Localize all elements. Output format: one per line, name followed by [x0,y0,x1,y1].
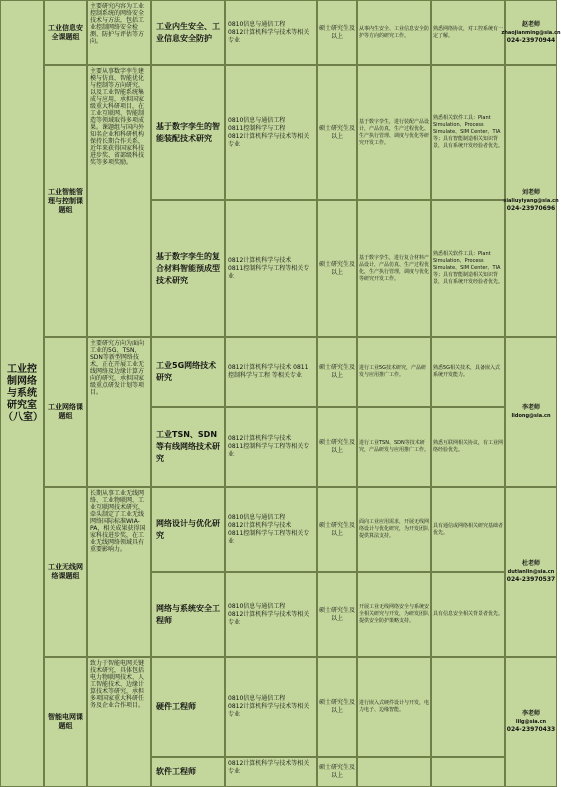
direction-degree-4-1: 硕士研究生及以上 [317,757,357,787]
direction-req-4-0 [431,657,505,757]
direction-req-4-1 [431,757,505,787]
direction-title-1-1: 基于数字孪生的复合材料智能预成型技术研究 [151,200,225,337]
direction-title-0-0: 工业内生安全、工业信息安全防护 [151,0,225,65]
contact-email-4[interactable]: lilg@sia.cn [515,719,547,725]
direction-degree-1-0: 硕士研究生及以上 [317,65,357,200]
direction-degree-2-0: 硕士研究生及以上 [317,337,357,407]
direction-duty-1-1: 基于数字孪生，进行复合材料产品设计，产品仿真、生产过程优化，生产执行管理，调度与优化等研究开发工作。 [357,200,431,337]
contact-name-0: 赵老师 [521,20,540,28]
direction-duty-0-0: 从事内生安全、工业信息安全防护等方向的研究工作。 [357,0,431,65]
group-name-1: 工业智能管理与控制课题组 [44,65,87,337]
direction-majors-2-0: 0812计算机科学与技术 0811控制科学与工程 等相关专业 [225,337,317,407]
direction-title-2-1: 工业TSN、SDN等有线网络技术研究 [151,407,225,487]
direction-majors-1-1: 0812计算机科学与技术 0811控制科学与工程等相关专业 [225,200,317,337]
direction-title-4-0: 硬件工程师 [151,657,225,757]
direction-majors-4-1: 0812计算机科学与技术等相关专业 [225,757,317,787]
contact-name-1: 刘老师 [521,189,540,196]
group-desc-3: 长期从事工业无线网络、工业物联网、工业互联网技术研究，牵头制定了工业无线网络国际标准WIA-PA，相关成果获得国家科技进步奖，在工业无线网络领域具有重要影响力。 [87,487,151,657]
direction-duty-3-0: 面向工业应用需求，开展无线网络设计与优化研究，为开发团队提供算法支持。 [357,487,431,572]
contact-0 [501,0,561,65]
direction-majors-2-1: 0812计算机科学与技术 0811控制科学与工程等相关专业 [225,407,317,487]
direction-req-1-0: 熟悉相关软件工具：Plant Simulation、Process Simulate、SIM Center、TIA等；具有智能制造相关知识背景，具有系统开发经验者优先。 [431,65,505,200]
direction-req-0-0: 熟悉网络协议，对工控系统有一定了解。 [431,0,505,65]
contact-email-1[interactable]: sialiuyiyang@sia.cn [503,198,559,204]
direction-title-3-0: 网络设计与优化研究 [151,487,225,572]
group-desc-0: 主要研究内容为工业控制系统的网络安全技术与方法，包括工业控制网络安全检测、防护与评估等方向。 [87,0,151,65]
contact-name-4: 李老师 [521,710,540,717]
lab-name: 工业控制网络与系统研究室（八室） [3,363,43,423]
direction-majors-3-1: 0810信息与通信工程 0812计算机科学与技术等相关专业 [225,572,317,657]
direction-degree-0-0: 硕士研究生及以上 [317,0,357,65]
contact-name-3: 杜老师 [521,560,540,567]
group-name-0: 工业信息安全课题组 [44,0,87,65]
lab-cell [0,0,44,787]
direction-degree-1-1: 硕士研究生及以上 [317,200,357,337]
direction-majors-0-0: 0810信息与通信工程 0812计算机科学与技术等相关专业 [225,0,317,65]
group-name-3: 工业无线网络课题组 [44,487,87,657]
direction-degree-4-0: 硕士研究生及以上 [317,657,357,757]
direction-req-3-1: 具有信息安全相关背景者优先。 [431,572,505,657]
contact-phone-4: 024-23970433 [506,726,556,733]
direction-majors-1-0: 0810信息与通信工程 0811控制科学与工程 0812计算机科学与技术等相关专业 [225,65,317,200]
contact-3 [505,487,557,657]
direction-majors-3-0: 0810信息与通信工程 0812计算机科学与技术 0811控制科学与工程等相关专业 [225,487,317,572]
contact-phone-3: 024-23970537 [506,576,556,583]
direction-degree-3-0: 硕士研究生及以上 [317,487,357,572]
contact-phone-0: 024-23970944 [506,36,556,44]
contact-name-2: 李老师 [521,404,540,411]
contact-4 [505,657,557,787]
group-desc-1: 主要从事数字孪生建模与仿真、智能优化与控制等方向研究，以及工业智能系统集成与应用，承担国家级重大科研项目，在工业互联网、智能制造等领域取得多项成果。课题组与国内外知名企业和科研机构保持长期合作关系，近年来获得国家科技进步奖、省部级科技奖等多项奖励。 [87,65,151,337]
group-name-4: 智能电网课题组 [44,657,87,787]
contact-phone-1: 024-23970696 [506,205,556,212]
direction-majors-4-0: 0810信息与通信工程 0812计算机科学与技术等相关专业 [225,657,317,757]
group-desc-2: 主要研究方向为面向工业的5G、TSN、SDN等新型网络技术，正在开展工业无线网络及边缘计算方向的研究，承担国家级重点研发计划等项目。 [87,337,151,487]
group-desc-4: 致力于智能电网关键技术研究，具体包括电力物联网技术、人工智能技术、边缘计算技术等研究，承担多项国家重大科研任务及企业合作项目。 [87,657,151,787]
direction-req-1-1: 熟悉相关软件工具：Plant Simulation、Process Simulate、SIM Center、TIA等；具有智能制造相关知识背景，具有系统开发经验者优先。 [431,200,505,337]
direction-title-3-1: 网络与系统安全工程师 [151,572,225,657]
direction-req-2-1: 熟悉互联网相关协议，有工业网络经验优先。 [431,407,505,487]
direction-duty-2-1: 进行工业TSN、SDN等技术研究，产品研发与应用推广工作。 [357,407,431,487]
direction-title-4-1: 软件工程师 [151,757,225,787]
direction-title-1-0: 基于数字孪生的智能装配技术研究 [151,65,225,200]
group-name-2: 工业网络课题组 [44,337,87,487]
direction-duty-4-1 [357,757,431,787]
direction-degree-2-1: 硕士研究生及以上 [317,407,357,487]
direction-degree-3-1: 硕士研究生及以上 [317,572,357,657]
contact-2 [505,337,557,487]
direction-duty-3-1: 开展工业无线网络安全与系统安全相关研究与开发，为研发团队提供安全防护策略支持。 [357,572,431,657]
direction-title-2-0: 工业5G网络技术研究 [151,337,225,407]
direction-req-2-0: 熟悉5G相关技术，具备嵌入式系统开发能力。 [431,337,505,407]
contact-1 [505,65,557,337]
contact-email-2[interactable]: lidong@sia.cn [511,413,551,419]
contact-email-0[interactable]: zhaojianming@sia.cn [501,29,561,36]
direction-duty-2-0: 进行工业5G技术研究，产品研发与应用推广工作。 [357,337,431,407]
direction-duty-4-0: 进行嵌入式硬件设计与开发，电力电子、边缘智能。 [357,657,431,757]
direction-duty-1-0: 基于数字孪生，进行装配产品设计，产品仿真，生产过程优化、生产执行管理、调度与优化等研究开发工作。 [357,65,431,200]
direction-req-3-0: 具有通信或网络相关研究基础者优先。 [431,487,505,572]
contact-email-3[interactable]: dutianlin@sia.cn [507,569,555,575]
